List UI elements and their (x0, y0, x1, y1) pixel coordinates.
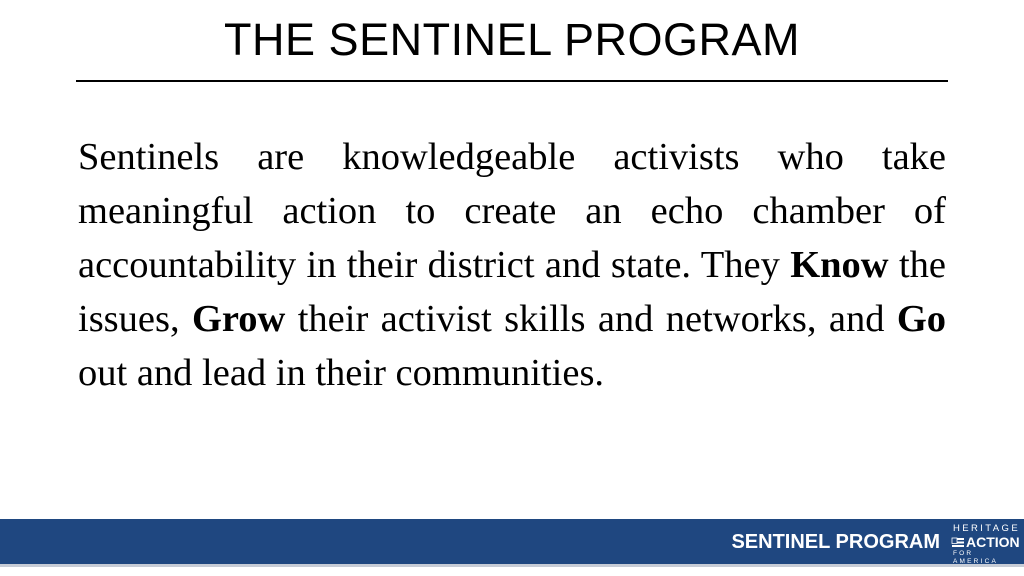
logo-line-for-america: FOR AMERICA (953, 550, 999, 565)
body-text-part-1: Sentinels are knowledgeable activists who take meaningful action to create an echo chamber of accountability in their district and state. They (78, 136, 946, 286)
footer-label: SENTINEL PROGRAM (731, 531, 940, 553)
title-divider (76, 80, 948, 82)
flag-mark-icon (951, 537, 965, 548)
body-text-part-2: the issues, (78, 244, 946, 340)
keyword-grow: Grow (191, 298, 286, 340)
logo-line-action: ACTION (966, 534, 1020, 550)
footer-divider (0, 564, 1024, 567)
logo-line-heritage: HERITAGE (953, 523, 1021, 534)
body-text-part-3: their activist skills and networks, and (285, 298, 897, 340)
slide-title: THE SENTINEL PROGRAM (224, 14, 800, 65)
keyword-go: Go (896, 298, 947, 340)
heritage-action-logo (951, 523, 1021, 565)
body-text-part-4: out and lead in their communities. (78, 352, 605, 394)
body-paragraph (78, 130, 946, 400)
keyword-know: Know (790, 244, 889, 286)
